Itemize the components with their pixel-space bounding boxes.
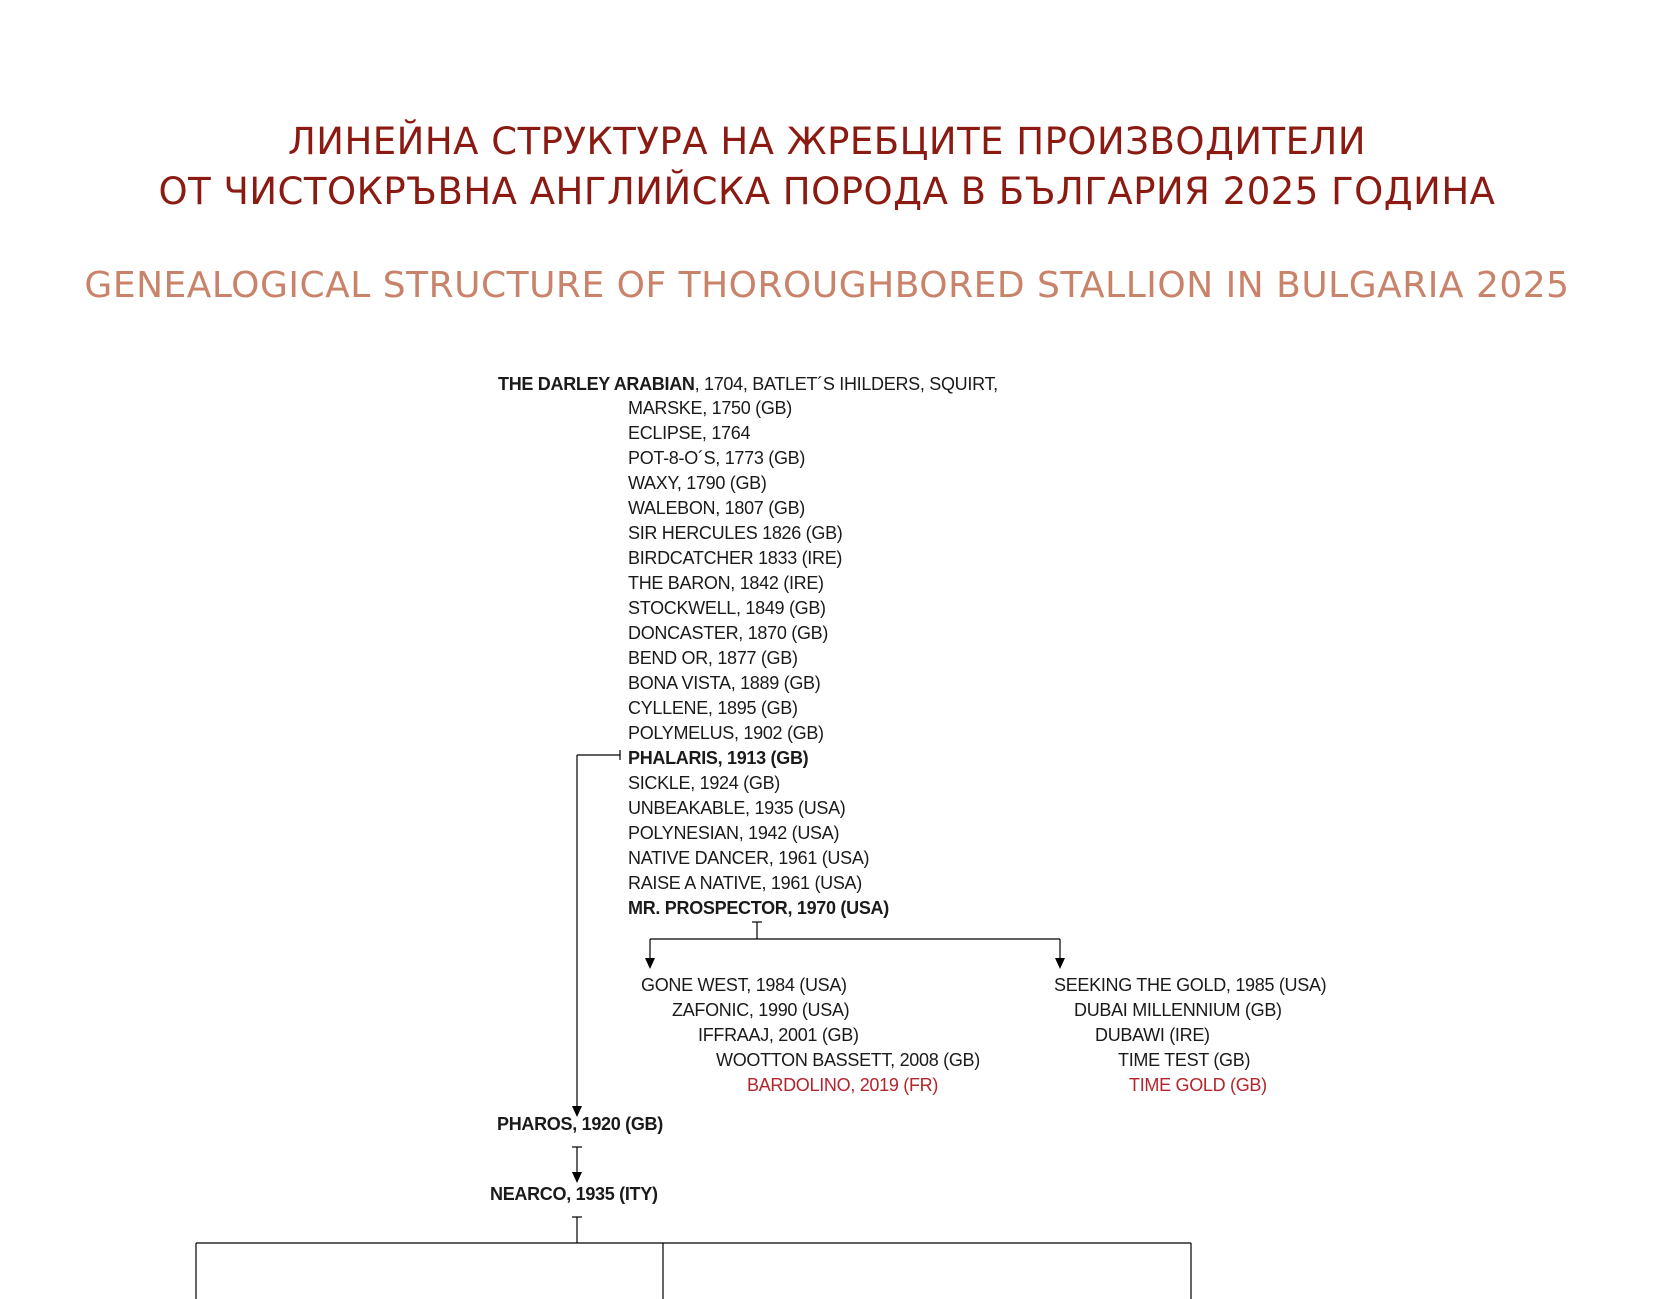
main-line-item: SICKLE, 1924 (GB) [628,773,780,793]
right-branch-item: DUBAWI (IRE) [1095,1025,1210,1045]
main-line-item: RAISE A NATIVE, 1961 (USA) [628,873,862,893]
left-branch-item: GONE WEST, 1984 (USA) [641,975,847,995]
title-bulgarian-line-1: ЛИНЕЙНА СТРУКТУРА НА ЖРЕБЦИТЕ ПРОИЗВОДИТЕЛИ [287,120,1367,163]
main-line-item-mr-prospector: MR. PROSPECTOR, 1970 (USA) [628,898,889,918]
main-line-item-phalaris: PHALARIS, 1913 (GB) [628,748,809,768]
main-line-item: POT-8-O´S, 1773 (GB) [628,448,806,468]
nearco-node: NEARCO, 1935 (ITY) [490,1184,658,1204]
main-line-item: WAXY, 1790 (GB) [628,473,767,493]
subtitle-english: GENEALOGICAL STRUCTURE OF THOROUGHBORED STALLION IN BULGARIA 2025 [84,265,1570,306]
main-line-item: UNBEAKABLE, 1935 (USA) [628,798,846,818]
main-line-item: THE BARON, 1842 (IRE) [628,573,824,593]
root-name: THE DARLEY ARABIAN [498,374,695,394]
root-stallion [498,373,998,395]
main-line-item: MARSKE, 1750 (GB) [628,398,792,418]
main-line-item: POLYNESIAN, 1942 (USA) [628,823,840,843]
main-line-item: BEND OR, 1877 (GB) [628,648,798,668]
root-details: , 1704, BATLET´S IHILDERS, SQUIRT, [694,374,998,394]
pharos-node: PHAROS, 1920 (GB) [497,1114,663,1134]
left-branch-current-stallion: BARDOLINO, 2019 (FR) [747,1075,939,1095]
main-line-item: CYLLENE, 1895 (GB) [628,698,798,718]
right-branch-current-stallion: TIME GOLD (GB) [1129,1075,1267,1095]
main-line-item: ECLIPSE, 1764 [628,423,751,443]
main-line-item: BONA VISTA, 1889 (GB) [628,673,821,693]
right-branch-item: TIME TEST (GB) [1118,1050,1251,1070]
main-line-item: WALEBON, 1807 (GB) [628,498,805,518]
main-line-item: STOCKWELL, 1849 (GB) [628,598,826,618]
main-line-item: POLYMELUS, 1902 (GB) [628,723,824,743]
main-line-item: BIRDCATCHER 1833 (IRE) [628,548,843,568]
main-line-item: DONCASTER, 1870 (GB) [628,623,829,643]
left-branch-item: ZAFONIC, 1990 (USA) [672,1000,850,1020]
left-branch-item: IFFRAAJ, 2001 (GB) [698,1025,859,1045]
right-branch-item: DUBAI MILLENNIUM (GB) [1074,1000,1282,1020]
title-bulgarian-line-2: ОТ ЧИСТОКРЪВНА АНГЛИЙСКА ПОРОДА В БЪЛГАРИЯ 2025 ГОДИНА [158,170,1496,213]
main-line-item: NATIVE DANCER, 1961 (USA) [628,848,870,868]
left-branch-item: WOOTTON BASSETT, 2008 (GB) [716,1050,980,1070]
right-branch-item: SEEKING THE GOLD, 1985 (USA) [1054,975,1327,995]
main-line-item: SIR HERCULES 1826 (GB) [628,523,843,543]
